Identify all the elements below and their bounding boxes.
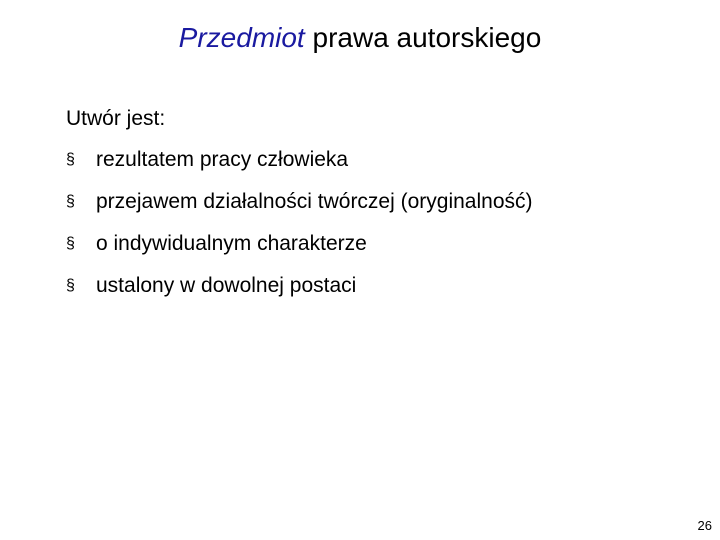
- section-sign-icon: §: [66, 193, 75, 210]
- list-item: [66, 230, 533, 258]
- bullet-text: przejawem działalności twórczej (oryginalność): [96, 190, 533, 213]
- title-rest: prawa autorskiego: [312, 22, 542, 53]
- list-item: [66, 272, 533, 300]
- page-number: 26: [697, 518, 712, 533]
- title-accent: Przedmiot: [178, 22, 305, 53]
- section-sign-icon: §: [66, 151, 75, 168]
- intro-text: Utwór jest:: [66, 107, 166, 130]
- bullet-text: o indywidualnym charakterze: [96, 232, 367, 255]
- bullet-text: ustalony w dowolnej postaci: [96, 274, 357, 297]
- section-sign-icon: §: [66, 277, 75, 294]
- slide-title: [0, 20, 720, 56]
- bullet-list: [66, 146, 533, 314]
- list-item: [66, 188, 533, 216]
- section-sign-icon: §: [66, 235, 75, 252]
- bullet-text: rezultatem pracy człowieka: [96, 148, 349, 171]
- list-item: [66, 146, 533, 174]
